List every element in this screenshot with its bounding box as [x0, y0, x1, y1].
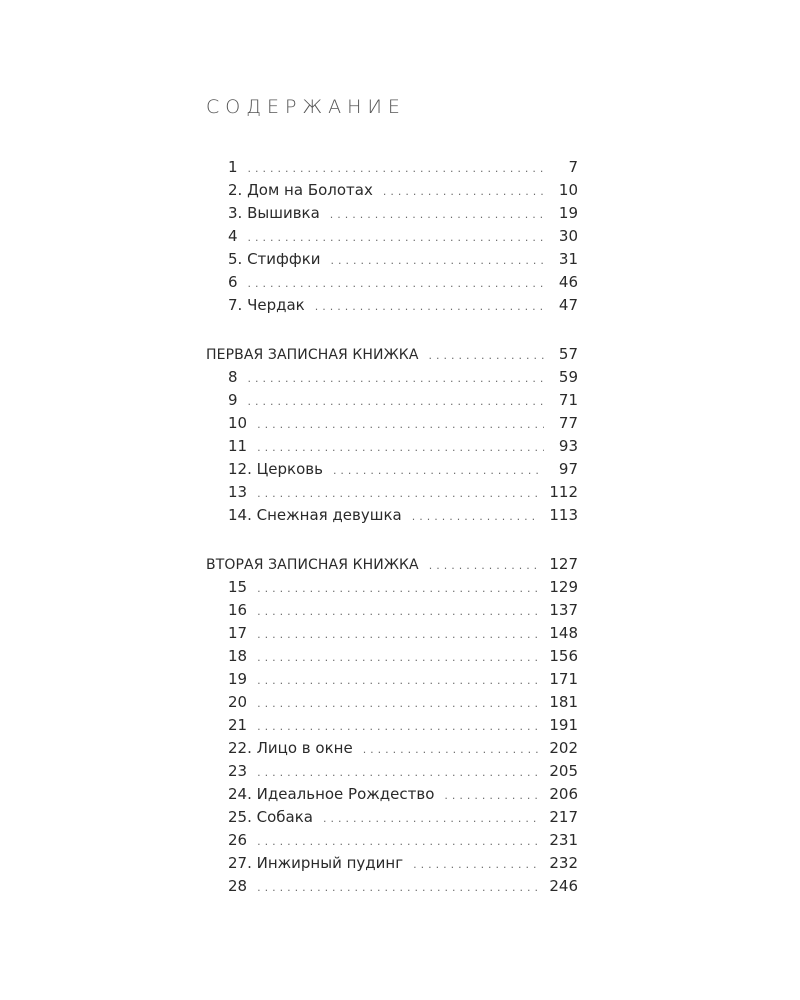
toc-entry[interactable] [206, 504, 578, 527]
toc-entry[interactable] [206, 576, 578, 599]
toc-entry-page-number: 93 [558, 437, 578, 455]
toc-dot-leader [248, 272, 544, 294]
toc-dot-leader [330, 203, 544, 225]
toc-dot-leader [333, 459, 544, 481]
toc-entry-label: 20 [228, 693, 248, 711]
toc-entry[interactable] [206, 248, 578, 271]
toc-section [206, 156, 578, 317]
toc-entry[interactable] [206, 271, 578, 294]
toc-entry[interactable] [206, 389, 578, 412]
toc-dot-leader [257, 715, 539, 737]
toc-entry-label: 23 [228, 762, 248, 780]
toc-entry-label: 12. Церковь [228, 460, 323, 478]
toc-entry-label: 6 [228, 273, 238, 291]
toc-entry-label: 17 [228, 624, 248, 642]
toc-dot-leader [331, 249, 545, 271]
toc-entry-label: 2. Дом на Болотах [228, 181, 373, 199]
toc-entry-page-number: 19 [558, 204, 578, 222]
table-of-contents [206, 156, 578, 898]
toc-entry-label: ПЕРВАЯ ЗАПИСНАЯ КНИЖКА [206, 347, 419, 363]
toc-entry[interactable] [206, 294, 578, 317]
toc-entry-page-number: 31 [558, 250, 578, 268]
toc-dot-leader [257, 577, 539, 599]
toc-entry-page-number: 137 [549, 601, 578, 619]
toc-entry-label: 22. Лицо в окне [228, 739, 353, 757]
toc-entry-page-number: 77 [558, 414, 578, 432]
toc-entry-label: 15 [228, 578, 248, 596]
toc-entry[interactable] [206, 875, 578, 898]
toc-entry[interactable] [206, 156, 578, 179]
toc-entry[interactable] [206, 760, 578, 783]
toc-entry-page-number: 217 [549, 808, 578, 826]
toc-dot-leader [444, 784, 539, 806]
page-title: СОДЕРЖАНИЕ [206, 96, 406, 118]
toc-dot-leader [248, 226, 544, 248]
toc-entry-label: 13 [228, 483, 248, 501]
toc-dot-leader [323, 807, 539, 829]
toc-entry-label: 5. Стиффки [228, 250, 321, 268]
toc-entry-page-number: 232 [549, 854, 578, 872]
toc-dot-leader [257, 830, 539, 852]
toc-entry-page-number: 205 [549, 762, 578, 780]
toc-entry-label: 7. Чердак [228, 296, 305, 314]
toc-entry[interactable] [206, 435, 578, 458]
toc-dot-leader [248, 367, 544, 389]
toc-entry-page-number: 46 [558, 273, 578, 291]
toc-entry-label: 14. Снежная девушка [228, 506, 402, 524]
toc-entry-page-number: 127 [549, 555, 578, 573]
toc-dot-leader [363, 738, 540, 760]
toc-entry[interactable] [206, 481, 578, 504]
toc-entry-label: 28 [228, 877, 248, 895]
toc-entry-page-number: 206 [549, 785, 578, 803]
toc-entry-page-number: 113 [549, 506, 578, 524]
toc-entry-page-number: 246 [549, 877, 578, 895]
toc-dot-leader [257, 761, 539, 783]
toc-entry-label: 25. Собака [228, 808, 313, 826]
toc-entry[interactable] [206, 714, 578, 737]
toc-dot-leader [429, 554, 540, 576]
toc-entry[interactable] [206, 202, 578, 225]
toc-dot-leader [248, 390, 544, 412]
toc-entry-page-number: 30 [558, 227, 578, 245]
toc-dot-leader [257, 876, 539, 898]
toc-entry-label: 8 [228, 368, 238, 386]
toc-dot-leader [257, 623, 539, 645]
toc-dot-leader [315, 295, 544, 317]
toc-entry[interactable] [206, 366, 578, 389]
toc-dot-leader [429, 344, 544, 366]
toc-entry[interactable] [206, 829, 578, 852]
toc-entry-label: 9 [228, 391, 238, 409]
toc-entry-page-number: 202 [549, 739, 578, 757]
toc-entry-label: 27. Инжирный пудинг [228, 854, 404, 872]
toc-entry[interactable] [206, 645, 578, 668]
toc-entry[interactable] [206, 179, 578, 202]
toc-entry-page-number: 59 [558, 368, 578, 386]
toc-entry[interactable] [206, 458, 578, 481]
toc-entry-page-number: 171 [549, 670, 578, 688]
toc-entry-label: 18 [228, 647, 248, 665]
toc-dot-leader [383, 180, 544, 202]
toc-entry[interactable] [206, 806, 578, 829]
toc-entry-page-number: 231 [549, 831, 578, 849]
toc-entry-page-number: 112 [549, 483, 578, 501]
toc-entry-page-number: 191 [549, 716, 578, 734]
toc-entry-label: ВТОРАЯ ЗАПИСНАЯ КНИЖКА [206, 557, 419, 573]
toc-dot-leader [248, 157, 544, 179]
toc-entry-label: 3. Вышивка [228, 204, 320, 222]
toc-section [206, 553, 578, 898]
toc-dot-leader [257, 482, 539, 504]
toc-entry-label: 10 [228, 414, 248, 432]
toc-dot-leader [257, 646, 539, 668]
toc-part-entry[interactable] [206, 553, 578, 576]
toc-entry[interactable] [206, 737, 578, 760]
toc-dot-leader [257, 600, 539, 622]
toc-entry[interactable] [206, 852, 578, 875]
toc-dot-leader [257, 413, 544, 435]
toc-entry-label: 24. Идеальное Рождество [228, 785, 435, 803]
toc-section [206, 343, 578, 527]
toc-entry[interactable] [206, 225, 578, 248]
toc-entry[interactable] [206, 691, 578, 714]
toc-dot-leader [257, 692, 539, 714]
toc-entry-label: 19 [228, 670, 248, 688]
toc-entry-page-number: 57 [558, 345, 578, 363]
toc-entry-label: 11 [228, 437, 248, 455]
toc-entry[interactable] [206, 668, 578, 691]
toc-dot-leader [257, 669, 539, 691]
toc-entry-label: 26 [228, 831, 248, 849]
toc-part-entry[interactable] [206, 343, 578, 366]
toc-entry-page-number: 10 [558, 181, 578, 199]
toc-entry-label: 16 [228, 601, 248, 619]
toc-entry-page-number: 181 [549, 693, 578, 711]
toc-entry[interactable] [206, 412, 578, 435]
toc-entry-page-number: 47 [558, 296, 578, 314]
toc-entry-label: 1 [228, 158, 238, 176]
toc-dot-leader [412, 505, 540, 527]
toc-entry-page-number: 7 [568, 158, 578, 176]
toc-entry-page-number: 148 [549, 624, 578, 642]
toc-entry-label: 4 [228, 227, 238, 245]
toc-entry-page-number: 129 [549, 578, 578, 596]
toc-entry[interactable] [206, 599, 578, 622]
toc-entry[interactable] [206, 783, 578, 806]
toc-entry-page-number: 71 [558, 391, 578, 409]
toc-entry[interactable] [206, 622, 578, 645]
toc-entry-page-number: 97 [558, 460, 578, 478]
toc-dot-leader [257, 436, 544, 458]
toc-entry-page-number: 156 [549, 647, 578, 665]
toc-dot-leader [413, 853, 539, 875]
toc-entry-label: 21 [228, 716, 248, 734]
